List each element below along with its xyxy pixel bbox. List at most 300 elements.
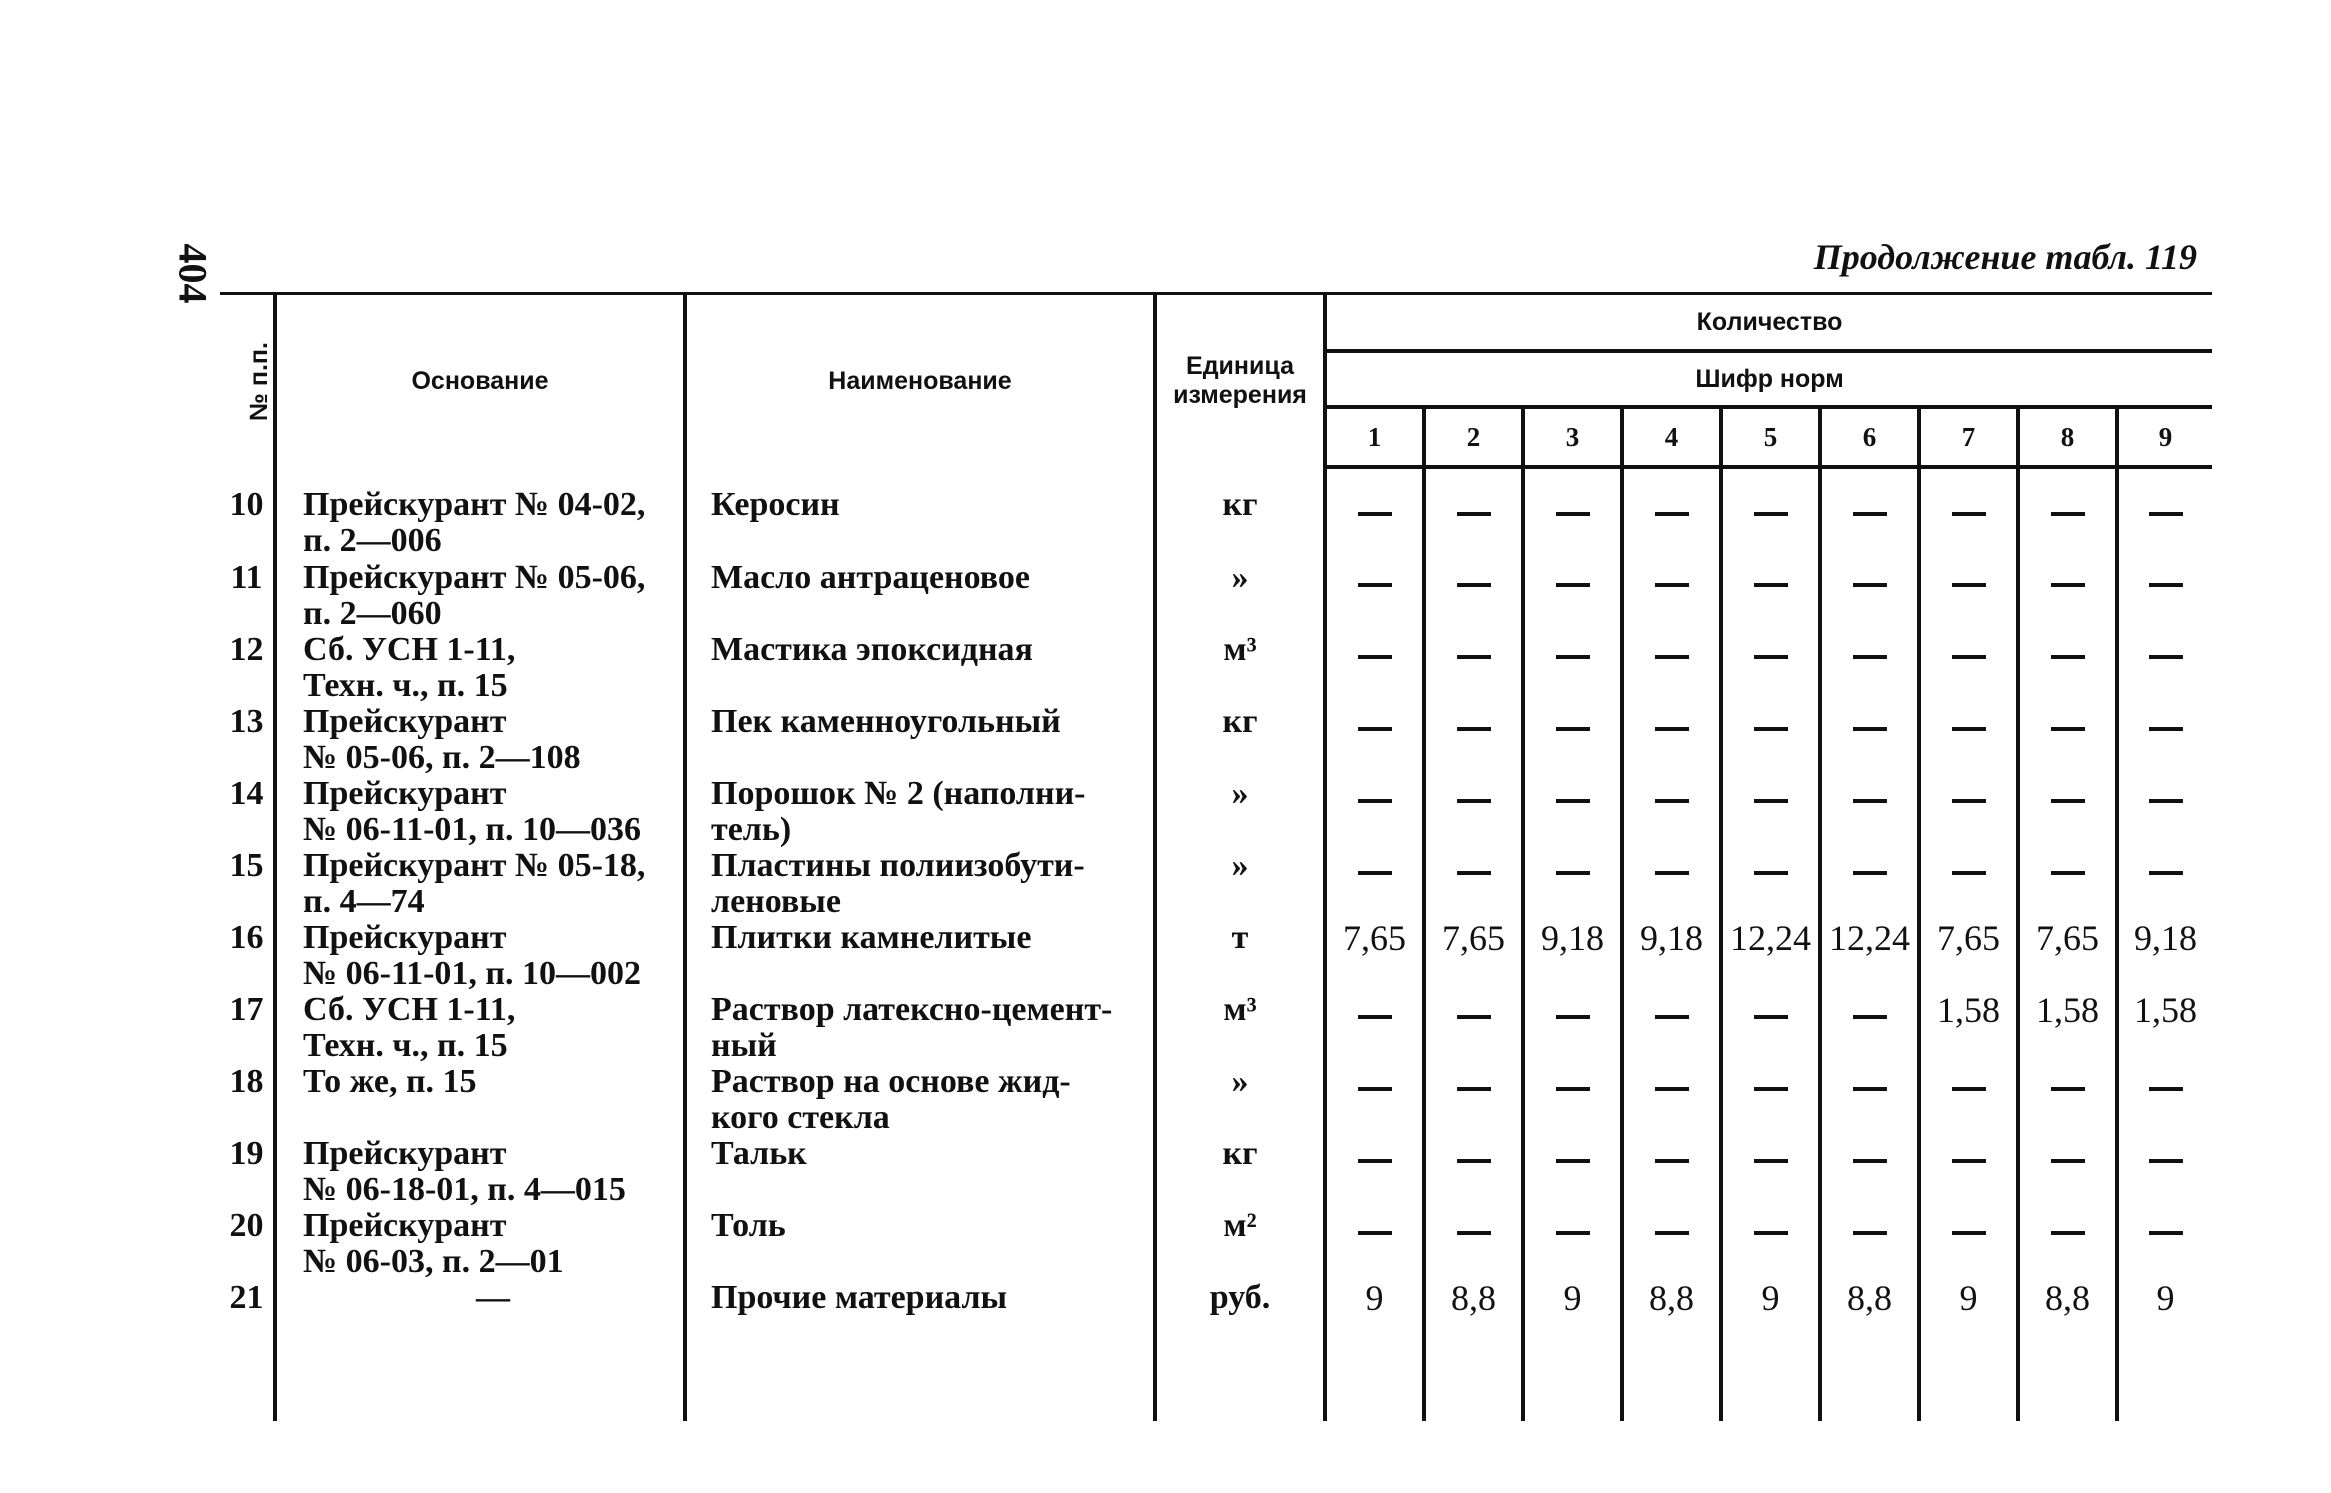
cell-line: № 06-11-01, п. 10—002: [303, 955, 642, 992]
dash-mark: [1952, 727, 1986, 731]
quantity-cell: [1523, 776, 1622, 848]
quantity-cell: [2117, 1136, 2212, 1208]
cell-line: тель): [711, 811, 792, 848]
dash-mark: [1853, 655, 1887, 659]
row-name: [685, 560, 1155, 632]
cell-line: леновые: [711, 883, 841, 920]
quantity-cell: [1325, 776, 1424, 848]
quantity-cell: [1325, 992, 1424, 1064]
dash-mark: [1556, 871, 1590, 875]
dash-mark: [2051, 512, 2085, 516]
cell-line: Толь: [711, 1207, 786, 1244]
header-quantity: Количество: [1325, 294, 2212, 352]
dash-mark: [2051, 871, 2085, 875]
dash-mark: [1754, 583, 1788, 587]
dash-mark: [1853, 727, 1887, 731]
row-name: [685, 467, 1155, 560]
row-number: 17: [229, 991, 264, 1028]
quantity-cell: 9,18: [1622, 920, 1721, 992]
dash-mark: [1952, 583, 1986, 587]
quantity-cell: [1325, 632, 1424, 704]
quantity-cell: [1622, 992, 1721, 1064]
table-row: [220, 992, 2212, 1064]
row-name: [685, 776, 1155, 848]
cell-line: То же, п. 15: [303, 1063, 477, 1100]
header-np: № п.п.: [220, 294, 275, 468]
dash-mark: [1655, 799, 1689, 803]
dash-mark: [1853, 583, 1887, 587]
header-code-6: 6: [1820, 407, 1919, 467]
cell-line: п. 2—006: [303, 522, 442, 559]
dash-mark: [1853, 799, 1887, 803]
quantity-cell: [1523, 704, 1622, 776]
row-name: [685, 1136, 1155, 1208]
header-norm-code: Шифр норм: [1325, 351, 2212, 407]
quantity-cell: 1,58: [1919, 992, 2018, 1064]
header-basis: Основание: [275, 294, 685, 468]
quantity-cell: [1919, 632, 2018, 704]
quantity-cell: [2117, 1208, 2212, 1280]
quantity-cell: [1424, 632, 1523, 704]
quantity-cell: [1820, 560, 1919, 632]
dash-mark: [1457, 655, 1491, 659]
quantity-cell: [1523, 467, 1622, 560]
quantity-cell: [1919, 467, 2018, 560]
dash-mark: [1556, 655, 1590, 659]
row-name: [685, 1280, 1155, 1351]
cell-line: Сб. УСН 1-11,: [303, 631, 516, 668]
quantity-cell: [1820, 632, 1919, 704]
dash-mark: [1853, 1015, 1887, 1019]
quantity-cell: [2018, 1208, 2117, 1280]
cell-line: Раствор на основе жид-: [711, 1063, 1071, 1100]
dash-mark: [1655, 1231, 1689, 1235]
quantity-cell: [2018, 776, 2117, 848]
dash-mark: [1853, 871, 1887, 875]
dash-mark: [1457, 1015, 1491, 1019]
table-row: [220, 1280, 2212, 1351]
row-basis: [275, 560, 685, 632]
dash-mark: [1853, 1231, 1887, 1235]
dash-mark: [1952, 1231, 1986, 1235]
quantity-cell: [2018, 1064, 2117, 1136]
row-unit: »: [1155, 848, 1325, 920]
quantity-cell: [2117, 560, 2212, 632]
dash-mark: [1754, 1015, 1788, 1019]
quantity-cell: [1622, 848, 1721, 920]
quantity-cell: 1,58: [2117, 992, 2212, 1064]
quantity-cell: [1820, 467, 1919, 560]
dash-mark: [1457, 799, 1491, 803]
quantity-cell: [1424, 1064, 1523, 1136]
row-number: 21: [229, 1279, 264, 1316]
quantity-cell: [2018, 848, 2117, 920]
quantity-cell: [1820, 848, 1919, 920]
quantity-cell: [1325, 560, 1424, 632]
row-unit: м³: [1155, 992, 1325, 1064]
header-code-3: 3: [1523, 407, 1622, 467]
quantity-cell: 8,8: [1622, 1280, 1721, 1351]
quantity-cell: [1622, 1208, 1721, 1280]
dash-mark: [1358, 871, 1392, 875]
cell-line: № 06-11-01, п. 10—036: [303, 811, 642, 848]
dash-mark: [1952, 512, 1986, 516]
dash-mark: [1754, 727, 1788, 731]
row-name: [685, 704, 1155, 776]
quantity-cell: [2018, 704, 2117, 776]
dash-mark: [1556, 799, 1590, 803]
row-name: [685, 1064, 1155, 1136]
quantity-cell: 7,65: [1325, 920, 1424, 992]
cell-line: п. 2—060: [303, 595, 442, 632]
row-basis: [275, 1208, 685, 1280]
cell-line: кого стекла: [711, 1099, 890, 1136]
dash-mark: [1457, 583, 1491, 587]
row-basis: [275, 920, 685, 992]
quantity-cell: [1919, 1208, 2018, 1280]
dash-mark: [1358, 1015, 1392, 1019]
dash-mark: [1358, 583, 1392, 587]
quantity-cell: 9: [2117, 1280, 2212, 1351]
row-number: 18: [229, 1063, 264, 1100]
header-code-9: 9: [2117, 407, 2212, 467]
dash-mark: [2149, 583, 2183, 587]
quantity-cell: [1622, 632, 1721, 704]
cell-line: Порошок № 2 (наполни-: [711, 775, 1086, 812]
cell-line: Раствор латексно-цемент-: [711, 991, 1113, 1028]
quantity-cell: [1820, 776, 1919, 848]
table-row: [220, 920, 2212, 992]
row-unit: м²: [1155, 1208, 1325, 1280]
cell-line: № 06-03, п. 2—01: [303, 1243, 564, 1280]
dash-mark: [1754, 655, 1788, 659]
cell-line: Керосин: [711, 486, 840, 523]
quantity-cell: [1721, 776, 1820, 848]
cell-line: Сб. УСН 1-11,: [303, 991, 516, 1028]
quantity-cell: 8,8: [1820, 1280, 1919, 1351]
header-code-4: 4: [1622, 407, 1721, 467]
dash-mark: [1556, 512, 1590, 516]
dash-mark: [1754, 871, 1788, 875]
quantity-cell: [1721, 632, 1820, 704]
row-basis: [275, 848, 685, 920]
quantity-cell: [1721, 1208, 1820, 1280]
dash-mark: [1457, 1159, 1491, 1163]
dash-mark: [2149, 871, 2183, 875]
dash-mark: [1754, 1159, 1788, 1163]
cell-line: Прейскурант № 05-18,: [303, 847, 646, 884]
row-name: [685, 920, 1155, 992]
quantity-cell: [1820, 992, 1919, 1064]
row-basis: [275, 704, 685, 776]
quantity-cell: [2117, 632, 2212, 704]
quantity-cell: [1721, 1064, 1820, 1136]
quantity-cell: [2018, 467, 2117, 560]
dash-mark: [1655, 1087, 1689, 1091]
dash-mark: [1457, 1231, 1491, 1235]
dash-mark: [2149, 1159, 2183, 1163]
quantity-cell: [1424, 560, 1523, 632]
quantity-cell: [2117, 776, 2212, 848]
quantity-cell: [1424, 992, 1523, 1064]
dash-mark: [1655, 727, 1689, 731]
dash-mark: [1556, 727, 1590, 731]
row-number: 14: [229, 775, 264, 812]
dash-mark: [1754, 1087, 1788, 1091]
table-row: [220, 848, 2212, 920]
quantity-cell: 8,8: [2018, 1280, 2117, 1351]
dash-mark: [2149, 1087, 2183, 1091]
table-row: [220, 704, 2212, 776]
cell-line: Пластины полиизобути-: [711, 847, 1085, 884]
dash-mark: [1754, 1231, 1788, 1235]
quantity-cell: [1820, 1208, 1919, 1280]
dash-mark: [1655, 655, 1689, 659]
quantity-cell: [1424, 704, 1523, 776]
dash-mark: [1358, 655, 1392, 659]
dash-mark: [1853, 512, 1887, 516]
quantity-cell: [1523, 1136, 1622, 1208]
row-basis: [275, 776, 685, 848]
quantity-cell: 7,65: [1424, 920, 1523, 992]
row-number: 19: [229, 1135, 264, 1172]
dash-mark: [2051, 727, 2085, 731]
row-number: 10: [229, 486, 264, 523]
dash-mark: [1556, 1087, 1590, 1091]
dash-mark: [2149, 727, 2183, 731]
row-basis: [275, 467, 685, 560]
quantity-cell: [1424, 776, 1523, 848]
cell-line: Техн. ч., п. 15: [303, 1027, 508, 1064]
dash-mark: [1754, 799, 1788, 803]
row-name: [685, 1208, 1155, 1280]
quantity-cell: [1622, 776, 1721, 848]
row-unit: »: [1155, 776, 1325, 848]
quantity-cell: [1325, 1064, 1424, 1136]
quantity-cell: [1523, 992, 1622, 1064]
dash-mark: [1754, 512, 1788, 516]
dash-mark: [1457, 512, 1491, 516]
quantity-cell: 12,24: [1820, 920, 1919, 992]
cell-line: —: [476, 1279, 510, 1316]
dash-mark: [1655, 1159, 1689, 1163]
quantity-cell: [2117, 1064, 2212, 1136]
cell-line: Масло антраценовое: [711, 559, 1031, 596]
cell-line: Тальк: [711, 1135, 807, 1172]
dash-mark: [2051, 799, 2085, 803]
quantity-cell: [1325, 1208, 1424, 1280]
header-code-1: 1: [1325, 407, 1424, 467]
dash-mark: [2149, 1231, 2183, 1235]
quantity-cell: [1523, 1064, 1622, 1136]
dash-mark: [1952, 1159, 1986, 1163]
table-row: [220, 467, 2212, 560]
row-unit: т: [1155, 920, 1325, 992]
row-unit: кг: [1155, 467, 1325, 560]
table-row: [220, 1064, 2212, 1136]
quantity-cell: [1919, 560, 2018, 632]
quantity-cell: 7,65: [2018, 920, 2117, 992]
row-name: [685, 848, 1155, 920]
quantity-cell: [2117, 467, 2212, 560]
quantity-cell: [1325, 848, 1424, 920]
quantity-cell: 1,58: [2018, 992, 2117, 1064]
quantity-cell: [1424, 467, 1523, 560]
dash-mark: [1556, 1159, 1590, 1163]
quantity-cell: [1820, 1064, 1919, 1136]
quantity-cell: 7,65: [1919, 920, 2018, 992]
cell-line: Прейскурант: [303, 703, 507, 740]
quantity-cell: [1820, 704, 1919, 776]
dash-mark: [1556, 1015, 1590, 1019]
quantity-cell: [1622, 560, 1721, 632]
table-row: [220, 632, 2212, 704]
quantity-cell: [1721, 467, 1820, 560]
row-unit: м³: [1155, 632, 1325, 704]
dash-mark: [1358, 727, 1392, 731]
dash-mark: [1952, 1087, 1986, 1091]
cell-line: Прейскурант № 05-06,: [303, 559, 646, 596]
dash-mark: [2051, 1087, 2085, 1091]
quantity-cell: [1721, 1136, 1820, 1208]
cell-line: Прейскурант: [303, 1207, 507, 1244]
dash-mark: [1655, 871, 1689, 875]
row-number: 16: [229, 919, 264, 956]
cell-line: Прейскурант: [303, 1135, 507, 1172]
dash-mark: [1457, 1087, 1491, 1091]
table-row: [220, 776, 2212, 848]
cell-line: Прейскурант: [303, 775, 507, 812]
dash-mark: [1655, 1015, 1689, 1019]
quantity-cell: [1622, 1136, 1721, 1208]
quantity-cell: 9: [1523, 1280, 1622, 1351]
quantity-cell: [1919, 704, 2018, 776]
row-basis: [275, 1064, 685, 1136]
cell-line: № 06-18-01, п. 4—015: [303, 1171, 626, 1208]
dash-mark: [1952, 871, 1986, 875]
header-code-2: 2: [1424, 407, 1523, 467]
dash-mark: [1358, 512, 1392, 516]
header-code-7: 7: [1919, 407, 2018, 467]
row-number: 13: [229, 703, 264, 740]
cell-line: Прейскурант: [303, 919, 507, 956]
quantity-cell: [2117, 848, 2212, 920]
row-number: 20: [229, 1207, 264, 1244]
table-row: [220, 1136, 2212, 1208]
dash-mark: [1853, 1159, 1887, 1163]
quantity-cell: [1919, 1136, 2018, 1208]
dash-mark: [1655, 512, 1689, 516]
quantity-cell: 9: [1325, 1280, 1424, 1351]
row-name: [685, 992, 1155, 1064]
row-unit: руб.: [1155, 1280, 1325, 1351]
row-unit: »: [1155, 560, 1325, 632]
dash-mark: [1655, 583, 1689, 587]
cell-line: Мастика эпоксидная: [711, 631, 1033, 668]
dash-mark: [1358, 1159, 1392, 1163]
dash-mark: [1853, 1087, 1887, 1091]
dash-mark: [1457, 871, 1491, 875]
norms-table: [220, 292, 2212, 1421]
quantity-cell: 9,18: [2117, 920, 2212, 992]
dash-mark: [2149, 512, 2183, 516]
quantity-cell: [1622, 467, 1721, 560]
quantity-cell: [1424, 848, 1523, 920]
quantity-cell: [2018, 1136, 2117, 1208]
dash-mark: [2051, 583, 2085, 587]
header-name: Наименование: [685, 294, 1155, 468]
dash-mark: [1952, 655, 1986, 659]
row-number: 11: [230, 559, 263, 596]
cell-line: Плитки камнелитые: [711, 919, 1032, 956]
table-row: [220, 560, 2212, 632]
dash-mark: [2149, 655, 2183, 659]
quantity-cell: [1424, 1208, 1523, 1280]
table-continuation-caption: Продолжение табл. 119: [1813, 237, 2197, 277]
header-code-5: 5: [1721, 407, 1820, 467]
dash-mark: [1952, 799, 1986, 803]
quantity-cell: [1325, 1136, 1424, 1208]
row-number: 12: [229, 631, 264, 668]
dash-mark: [2149, 799, 2183, 803]
quantity-cell: [1721, 704, 1820, 776]
quantity-cell: [1523, 632, 1622, 704]
quantity-cell: [2117, 704, 2212, 776]
quantity-cell: [1622, 704, 1721, 776]
row-number: 15: [229, 847, 264, 884]
quantity-cell: [1820, 1136, 1919, 1208]
cell-line: Техн. ч., п. 15: [303, 667, 508, 704]
dash-mark: [2051, 655, 2085, 659]
quantity-cell: 8,8: [1424, 1280, 1523, 1351]
dash-mark: [1358, 1087, 1392, 1091]
row-name: [685, 632, 1155, 704]
row-basis: [275, 632, 685, 704]
quantity-cell: [1919, 1064, 2018, 1136]
dash-mark: [1556, 1231, 1590, 1235]
quantity-cell: [1424, 1136, 1523, 1208]
row-unit: кг: [1155, 1136, 1325, 1208]
quantity-cell: [2018, 560, 2117, 632]
row-basis: [275, 1136, 685, 1208]
cell-line: Прейскурант № 04-02,: [303, 486, 646, 523]
table-row: [220, 1208, 2212, 1280]
page-number: 404: [170, 243, 216, 304]
quantity-cell: 9: [1919, 1280, 2018, 1351]
quantity-cell: 9,18: [1523, 920, 1622, 992]
quantity-cell: [1622, 1064, 1721, 1136]
dash-mark: [1457, 727, 1491, 731]
quantity-cell: [1721, 992, 1820, 1064]
cell-line: ный: [711, 1027, 777, 1064]
row-basis: [275, 1280, 685, 1351]
cell-line: Пек каменноугольный: [711, 703, 1061, 740]
dash-mark: [1556, 583, 1590, 587]
cell-line: № 05-06, п. 2—108: [303, 739, 581, 776]
dash-mark: [1358, 1231, 1392, 1235]
quantity-cell: [1919, 848, 2018, 920]
quantity-cell: [1919, 776, 2018, 848]
dash-mark: [1358, 799, 1392, 803]
quantity-cell: [1523, 1208, 1622, 1280]
row-basis: [275, 992, 685, 1064]
dash-mark: [2051, 1231, 2085, 1235]
header-code-8: 8: [2018, 407, 2117, 467]
dash-mark: [2051, 1159, 2085, 1163]
row-unit: кг: [1155, 704, 1325, 776]
quantity-cell: [1523, 560, 1622, 632]
quantity-cell: 12,24: [1721, 920, 1820, 992]
